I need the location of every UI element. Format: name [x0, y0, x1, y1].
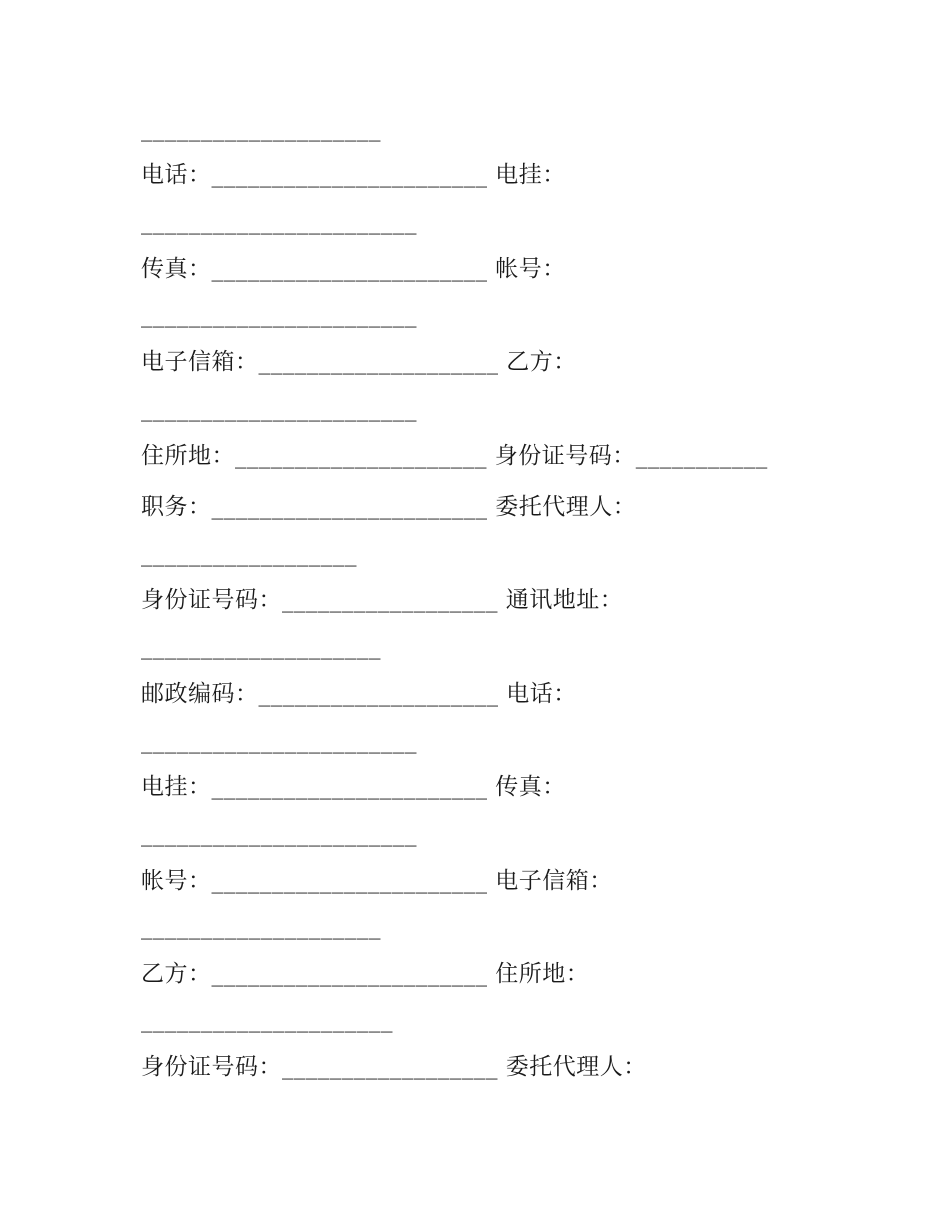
form-line-16: _______________________	[141, 821, 417, 847]
form-line-5: _______________________	[141, 302, 417, 328]
form-line-15: 电挂：_______________________ 传真：	[141, 774, 566, 800]
form-line-1: ____________________	[141, 116, 381, 142]
form-line-20: _____________________	[141, 1007, 393, 1033]
form-line-11: 身份证号码：__________________ 通讯地址：	[141, 587, 624, 613]
form-line-8: 住所地：_____________________ 身份证号码：___________	[141, 443, 768, 469]
form-line-7: _______________________	[141, 396, 417, 422]
form-line-9: 职务：_______________________ 委托代理人：	[141, 494, 637, 520]
form-line-21: 身份证号码：__________________ 委托代理人：	[141, 1054, 647, 1080]
form-line-10: __________________	[141, 541, 357, 567]
form-line-2: 电话：_______________________ 电挂：	[141, 162, 566, 188]
form-line-4: 传真：_______________________ 帐号：	[141, 256, 566, 282]
form-line-3: _______________________	[141, 209, 417, 235]
form-line-12: ____________________	[141, 634, 381, 660]
form-line-14: _______________________	[141, 728, 417, 754]
form-line-19: 乙方：_______________________ 住所地：	[141, 961, 590, 987]
form-line-18: ____________________	[141, 914, 381, 940]
form-line-6: 电子信箱：____________________ 乙方：	[141, 349, 577, 375]
form-line-13: 邮政编码：____________________ 电话：	[141, 681, 577, 707]
form-line-17: 帐号：_______________________ 电子信箱：	[141, 868, 613, 894]
